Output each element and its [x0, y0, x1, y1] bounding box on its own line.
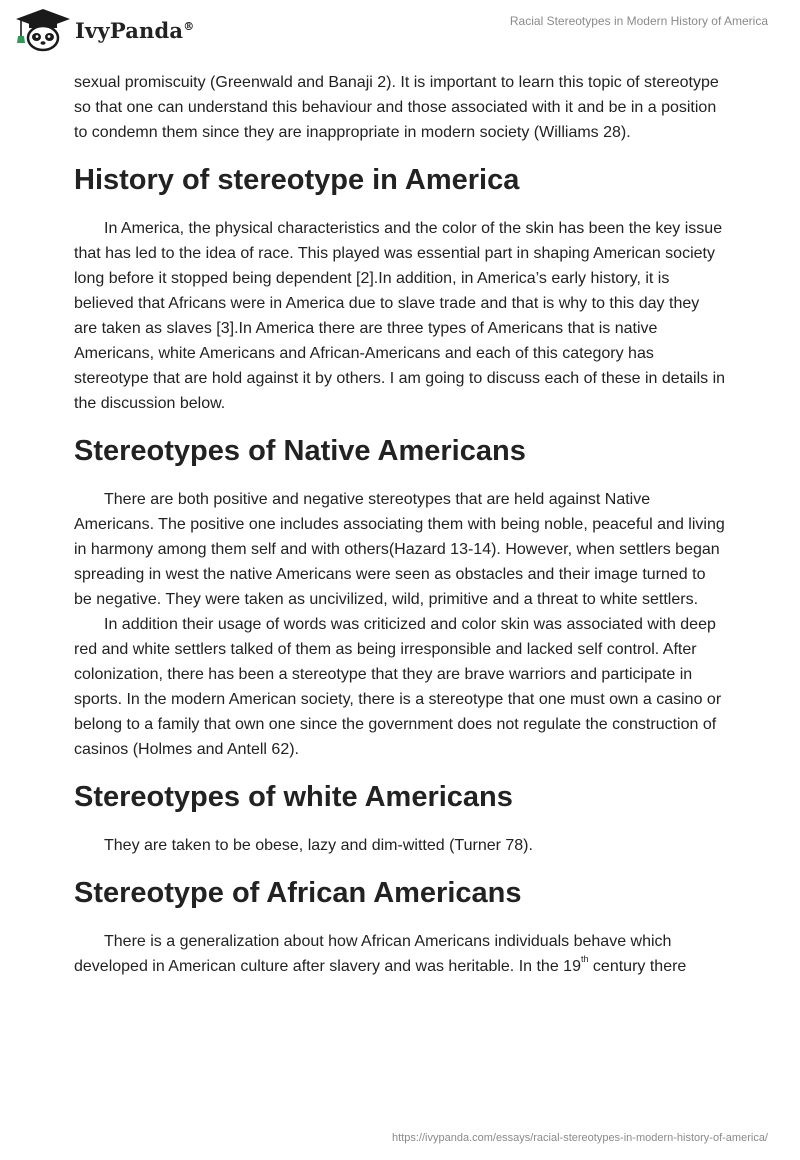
document-title: Racial Stereotypes in Modern History of America: [509, 14, 768, 28]
heading-history: History of stereotype in America: [74, 164, 520, 196]
essay-content: [74, 70, 726, 979]
page-header: [0, 0, 800, 62]
native-paragraph-1: There are both positive and negative stereotypes that are held against Native Americans. The positive one includes associating them with being noble, peaceful and living in harmony among them self and with others(Hazard 13-14). However, when settlers began spreading in west the native Americans were seen as obstacles and their image turned to be negative. They were taken as uncivilized, wild, primitive and a threat to white settlers.: [74, 491, 725, 608]
african-paragraph-end: century there: [588, 958, 687, 975]
brand-name: IvyPanda®: [75, 17, 195, 43]
african-paragraph-start: There is a generalization about how African Americans individuals behave which developed in American culture after slavery and was heritable. In the 19: [74, 933, 672, 975]
source-url[interactable]: https://ivypanda.com/essays/racial-stereotypes-in-modern-history-of-america/: [392, 1132, 768, 1144]
ivypanda-logo[interactable]: [15, 8, 194, 52]
heading-white-americans: Stereotypes of white Americans: [74, 781, 513, 813]
ordinal-superscript: th: [580, 954, 589, 964]
panda-graduate-icon: [15, 8, 71, 52]
heading-african-americans: Stereotype of African Americans: [74, 877, 522, 909]
history-paragraph: In America, the physical characteristics and the color of the skin has been the key issue that has led to the idea of race. This played was essential part in shaping American society long before it stopped being dependent [2].In addition, in America’s early history, it is believed that Africans were in America due to slave trade and that is why to this day they are taken as slaves [3].In America there are three types of Americans that is native Americans, white Americans and African-Americans and each of this category has stereotype that are hold against it by others. I am going to discuss each of these in details in the discussion below.: [74, 220, 726, 412]
heading-native-americans: Stereotypes of Native Americans: [74, 435, 526, 467]
white-paragraph: They are taken to be obese, lazy and dim-witted (Turner 78).: [104, 837, 533, 854]
intro-paragraph: sexual promiscuity (Greenwald and Banaji 2). It is important to learn this topic of stereotype so that one can understand this behaviour and those associated with it and be in a position to condemn them since they are inappropriate in modern society (Williams 28).: [74, 74, 719, 141]
registered-mark: ®: [183, 19, 195, 33]
african-paragraph: [74, 929, 726, 979]
native-paragraph-2: In addition their usage of words was criticized and color skin was associated with deep red and white settlers talked of them as being irresponsible and lacked self control. After colonization, there has been a stereotype that they are brave warriors and participate in sports. In the modern American society, there is a stereotype that one must own a casino or belong to a family that own one since the government does not regulate the construction of casinos (Holmes and Antell 62).: [74, 616, 722, 758]
